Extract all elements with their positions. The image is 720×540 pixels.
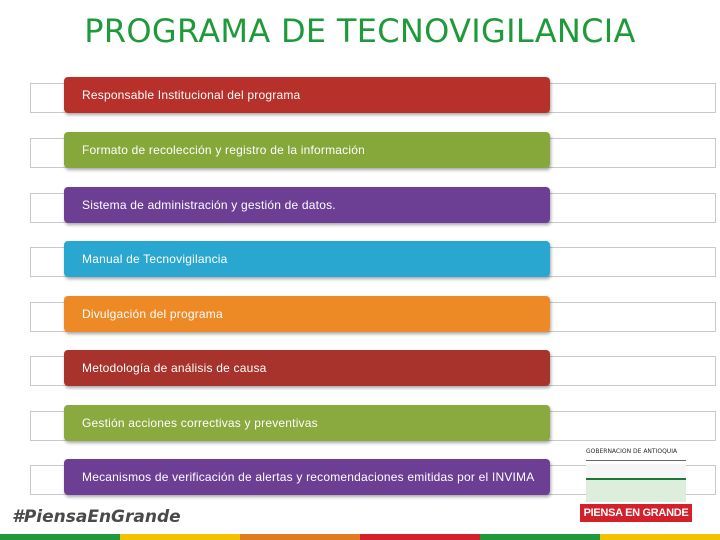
list-item (30, 77, 720, 115)
flag-white-band (586, 464, 686, 478)
item-label: Manual de Tecnovigilancia (82, 252, 228, 266)
item-bar (64, 296, 550, 332)
item-label: Sistema de administración y gestión de datos. (82, 198, 336, 212)
list-item (30, 350, 720, 388)
stripe-segment (480, 534, 600, 540)
stripe-segment (240, 534, 360, 540)
list-item (30, 241, 720, 279)
item-bar (64, 405, 550, 441)
stripe-segment (120, 534, 240, 540)
flag-green-band (586, 478, 686, 502)
item-label: Mecanismos de verificación de alertas y recomendaciones emitidas por el INVIMA (82, 470, 535, 484)
item-bar (64, 77, 550, 113)
stripe-segment (600, 534, 720, 540)
item-bar (64, 187, 550, 223)
list-item (30, 132, 720, 170)
item-label: Gestión acciones correctivas y preventivas (82, 416, 318, 430)
item-label: Divulgación del programa (82, 307, 223, 321)
item-bar (64, 132, 550, 168)
list-item (30, 405, 720, 443)
hashtag-footer: #PiensaEnGrande (12, 507, 181, 527)
stripe-segment (0, 534, 120, 540)
logo-banner: PIENSA EN GRANDE (580, 504, 692, 522)
item-label: Formato de recolección y registro de la información (82, 143, 365, 157)
item-label: Responsable Institucional del programa (82, 88, 301, 102)
item-label: Metodología de análisis de causa (82, 361, 267, 375)
bottom-color-stripe (0, 534, 720, 540)
page-title: PROGRAMA DE TECNOVIGILANCIA (84, 12, 636, 50)
stripe-segment (360, 534, 480, 540)
item-bar (64, 241, 550, 277)
government-logo (580, 448, 692, 522)
list-item (30, 296, 720, 334)
list-item (30, 187, 720, 225)
logo-signature: GOBERNACIÓN DE ANTIOQUIA (586, 448, 686, 461)
item-bar (64, 459, 550, 495)
item-bar (64, 350, 550, 386)
